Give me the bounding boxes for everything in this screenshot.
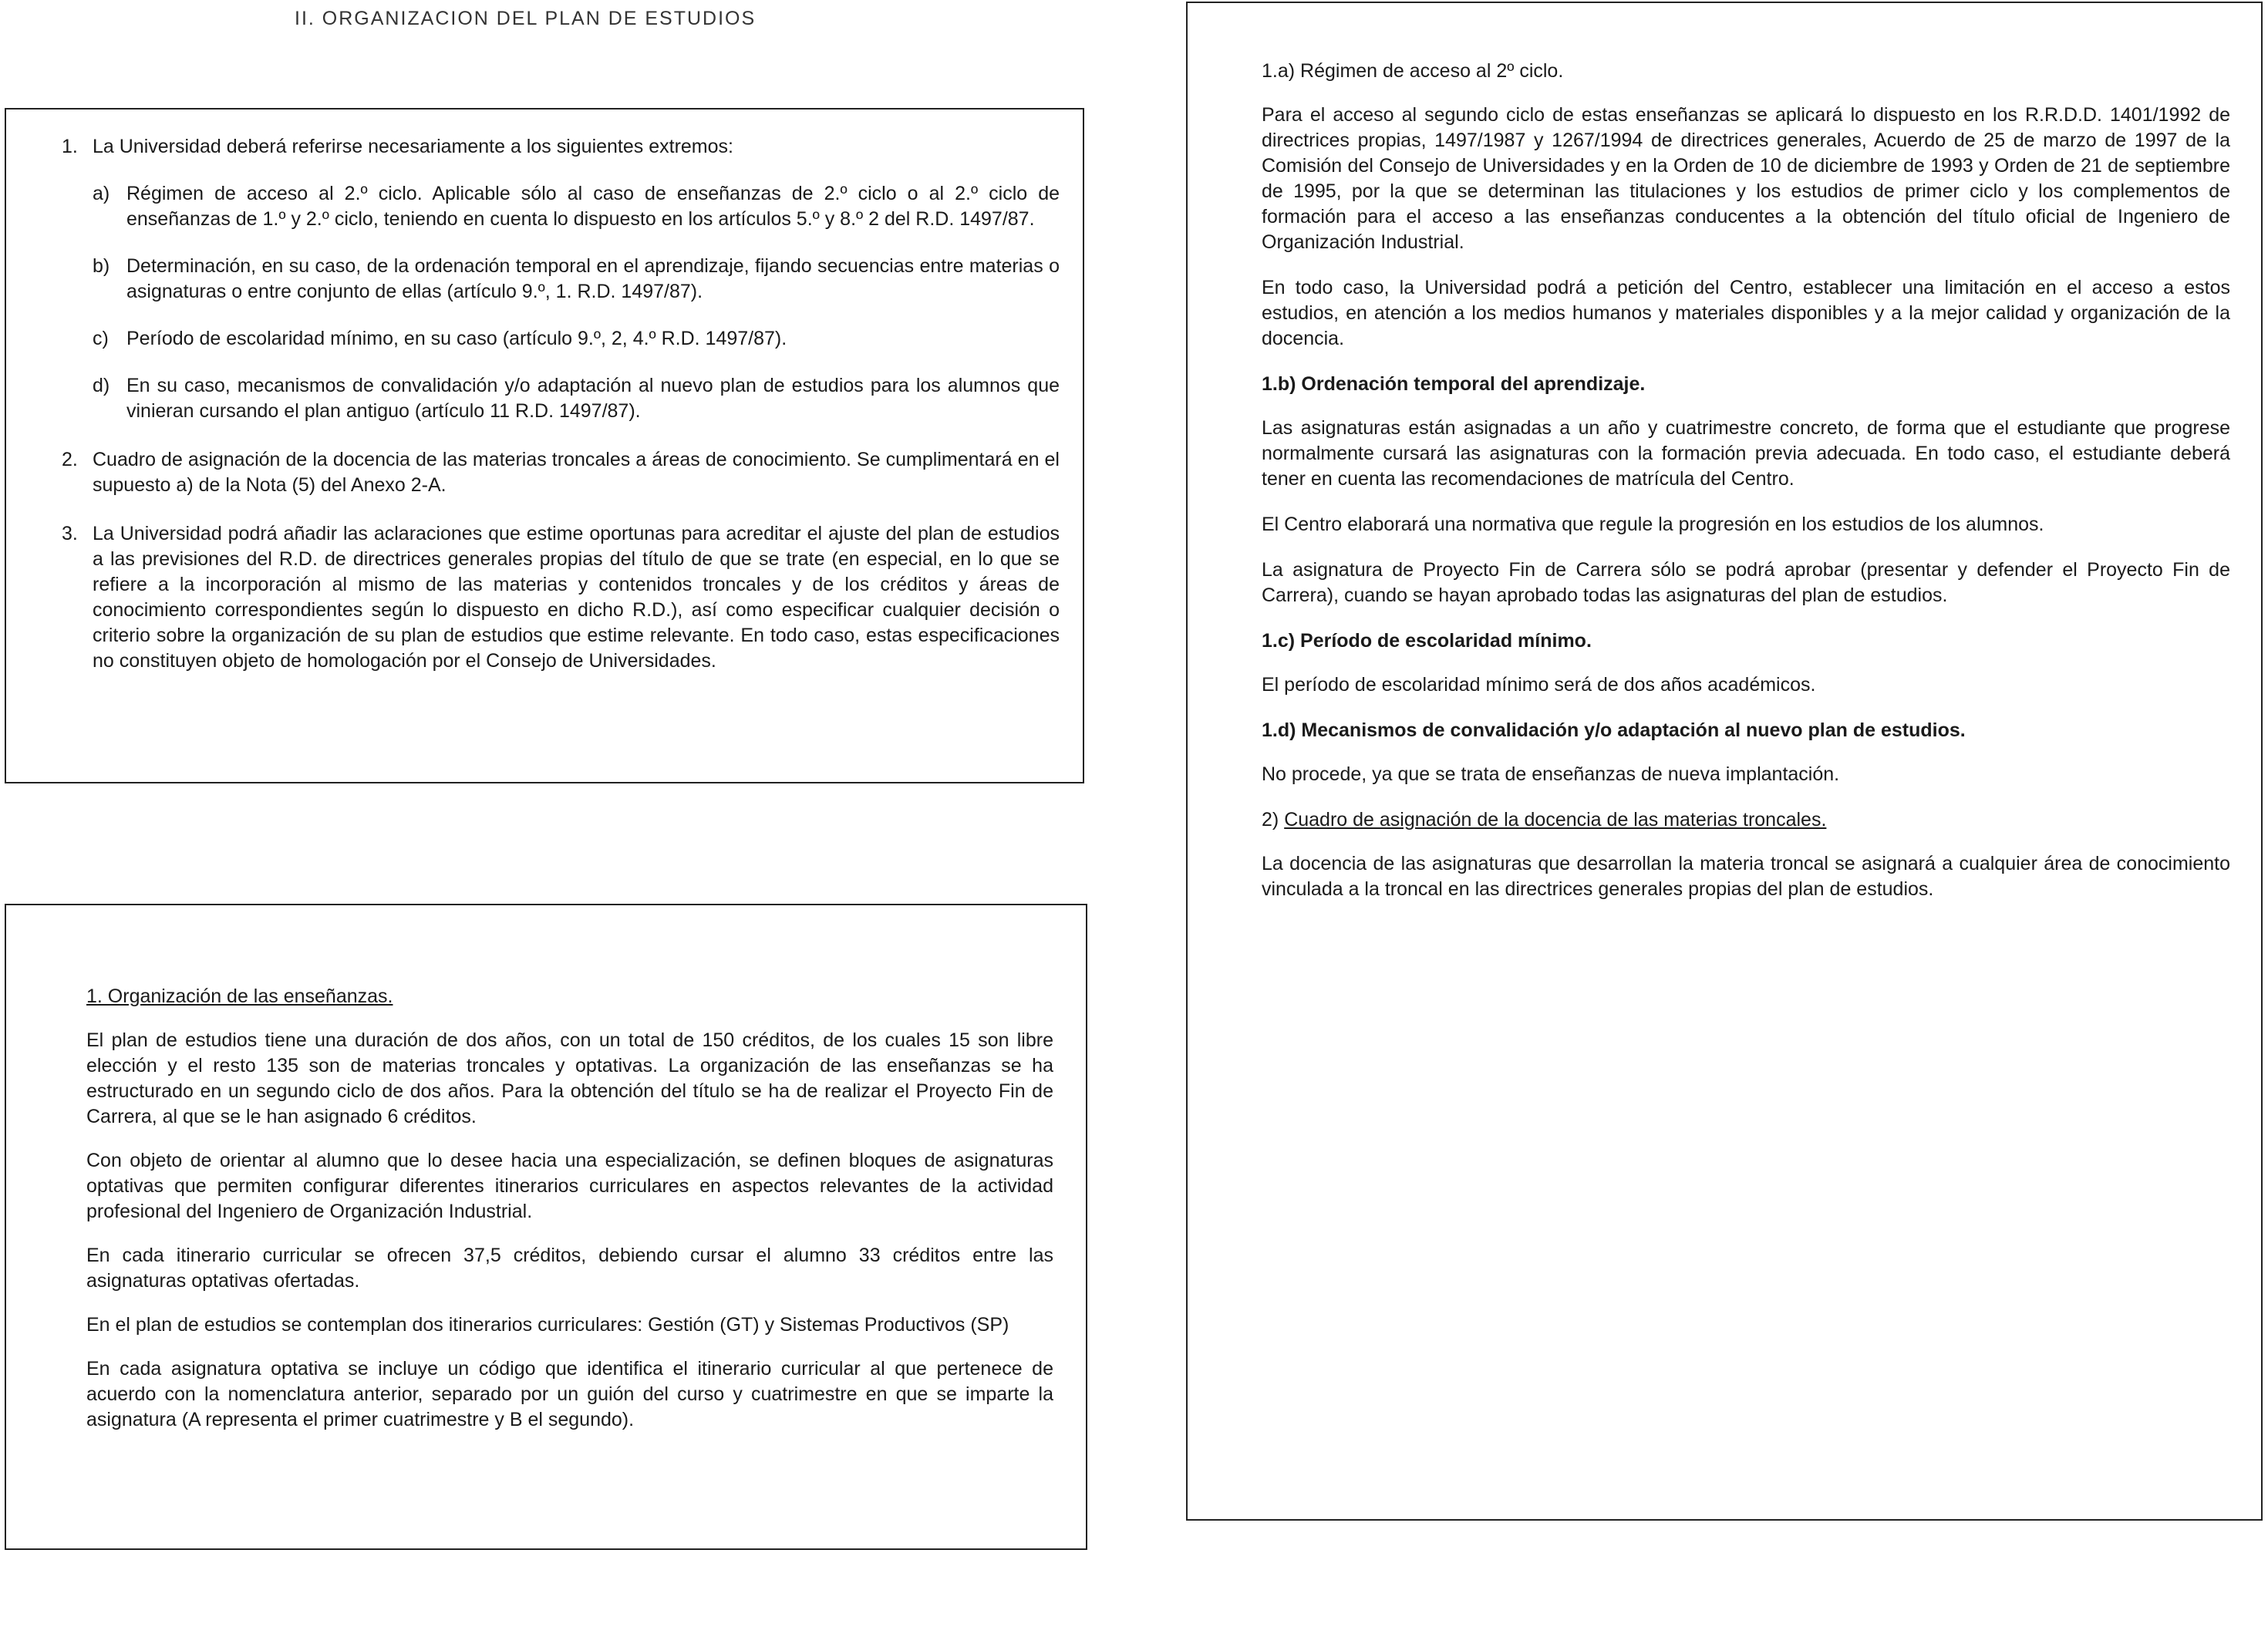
item-number: 3. (62, 523, 78, 544)
organization-content (86, 984, 1053, 1451)
item-text: La Universidad deberá referirse necesariamente a los siguientes extremos: (93, 136, 733, 157)
section-heading-2 (1262, 807, 2230, 833)
paragraph: Con objeto de orientar al alumno que lo desee hacia una especialización, se definen bloques de asignaturas optativas que permiten configurar diferentes itinerarios curriculares en aspectos relevantes de la actividad profesional del Ingeniero de Organización Industrial. (86, 1150, 1053, 1222)
sub-item-letter: b) (93, 255, 110, 277)
organization-box (5, 904, 1087, 1550)
item-text: La Universidad podrá añadir las aclaraciones que estime oportunas para acreditar el ajuste del plan de estudios a las previsiones del R.D. de directrices generales propias del título de que se trate (en especial, en lo que se refiere a la incorporación al mismo de las materias y contenidos troncales y de los créditos y áreas de conocimiento correspondientes según lo dispuesto en dicho R.D.), así como especificar cualquier decisión o criterio sobre la organización de su plan de estudios que estime relevante. En todo caso, estas especificaciones no constituyen objeto de homologación por el Consejo de Universidades. (93, 523, 1060, 672)
paragraph: La asignatura de Proyecto Fin de Carrera sólo se podrá aprobar (presentar y defender el Proyecto Fin de Carrera), cuando se hayan aprobado todas las asignaturas del plan de estudios. (1262, 559, 2230, 606)
sub-list (93, 181, 1060, 424)
instruction-item (62, 447, 1060, 498)
sub-item-letter: a) (93, 183, 110, 204)
item-number: 1. (62, 136, 78, 157)
section-heading-1a: 1.a) Régimen de acceso al 2º ciclo. (1262, 60, 1564, 82)
details-content (1262, 59, 2230, 922)
paragraph: El período de escolaridad mínimo será de dos años académicos. (1262, 674, 1816, 696)
section-heading-1b: 1.b) Ordenación temporal del aprendizaje. (1262, 373, 1646, 395)
page-header-title: II. ORGANIZACION DEL PLAN DE ESTUDIOS (295, 8, 757, 29)
sub-item-letter: c) (93, 328, 109, 349)
sub-item-text: Período de escolaridad mínimo, en su caso (artículo 9.º, 2, 4.º R.D. 1497/87). (126, 328, 787, 349)
paragraph: Para el acceso al segundo ciclo de estas enseñanzas se aplicará lo dispuesto en los R.R.D.D. 1401/1992 de directrices propias, 1497/1987 y 1267/1994 de directrices generales, Acuerdo de 25 de marzo de 1997 de la Comisión del Consejo de Universidades y en la Orden de 10 de diciembre de 1993 y Orden de 21 de septiembre de 1995, por la que se determinan las titulaciones y los estudios de primer ciclo y los complementos de formación para el acceso a las enseñanzas conducentes a la obtención del título oficial de Ingeniero de Organización Industrial. (1262, 104, 2230, 253)
paragraph: En cada itinerario curricular se ofrecen 37,5 créditos, debiendo cursar el alumno 33 créditos entre las asignaturas optativas ofertadas. (86, 1245, 1053, 1292)
paragraph: El Centro elaborará una normativa que regule la progresión en los estudios de los alumnos. (1262, 514, 2044, 535)
sub-item-text: Determinación, en su caso, de la ordenación temporal en el aprendizaje, fijando secuencias entre materias o asignaturas o entre conjunto de ellas (artículo 9.º, 1. R.D. 1497/87). (126, 255, 1060, 302)
sub-item-letter: d) (93, 375, 110, 396)
instruction-item (62, 521, 1060, 674)
sub-item-text: Régimen de acceso al 2.º ciclo. Aplicable sólo al caso de enseñanzas de 2.º ciclo o al 2.º ciclo de enseñanzas de 1.º y 2.º ciclo, teniendo en cuenta lo dispuesto en los artículos 5.º y 8.º 2 del R.D. 1497/87. (126, 183, 1060, 230)
section-number: 2) (1262, 809, 1279, 830)
paragraph: En todo caso, la Universidad podrá a petición del Centro, establecer una limitación en el acceso a estos estudios, en atención a los medios humanos y materiales disponibles y a la mejor calidad y organización de la docencia. (1262, 277, 2230, 349)
section-title: Cuadro de asignación de la docencia de las materias troncales. (1284, 809, 1827, 830)
instructions-box (5, 108, 1084, 783)
paragraph: El plan de estudios tiene una duración de dos años, con un total de 150 créditos, de los cuales 15 son libre elección y el resto 135 son de materias troncales y optativas. La organización de las enseñanzas se ha estructurado en un segundo ciclo de dos años. Para la obtención del título se ha de realizar el Proyecto Fin de Carrera, al que se le han asignado 6 créditos. (86, 1029, 1053, 1127)
section-heading-1d: 1.d) Mecanismos de convalidación y/o adaptación al nuevo plan de estudios. (1262, 719, 1966, 741)
paragraph: La docencia de las asignaturas que desarrollan la materia troncal se asignará a cualquier área de conocimiento vinculada a la troncal en las directrices generales propias del plan de estudios. (1262, 853, 2230, 900)
item-number: 2. (62, 449, 78, 470)
paragraph: En el plan de estudios se contemplan dos itinerarios curriculares: Gestión (GT) y Sistemas Productivos (SP) (86, 1314, 1009, 1336)
sub-item (93, 373, 1060, 424)
paragraph: En cada asignatura optativa se incluye un código que identifica el itinerario curricular al que pertenece de acuerdo con la nomenclatura anterior, separado por un guión del curso y cuatrimestre en que se imparte la asignatura (A representa el primer cuatrimestre y B el segundo). (86, 1358, 1053, 1430)
paragraph: Las asignaturas están asignadas a un año y cuatrimestre concreto, de forma que el estudiante que progrese normalmente cursará las asignaturas con la formación previa adecuada. En todo caso, el estudiante deberá tener en cuenta las recomendaciones de matrícula del Centro. (1262, 417, 2230, 490)
details-box (1186, 2, 2263, 1521)
instructions-list (62, 134, 1060, 697)
instruction-item (62, 134, 1060, 424)
sub-item (93, 254, 1060, 305)
paragraph: No procede, ya que se trata de enseñanzas de nueva implantación. (1262, 763, 1840, 785)
sub-item (93, 181, 1060, 232)
sub-item (93, 326, 1060, 352)
item-text: Cuadro de asignación de la docencia de las materias troncales a áreas de conocimiento. Se cumplimentará en el supuesto a) de la Nota (5) del Anexo 2-A. (93, 449, 1060, 496)
section-heading-1c: 1.c) Período de escolaridad mínimo. (1262, 630, 1592, 652)
section-heading: 1. Organización de las enseñanzas. (86, 985, 393, 1007)
sub-item-text: En su caso, mecanismos de convalidación y/o adaptación al nuevo plan de estudios para los alumnos que vinieran cursando el plan antiguo (artículo 11 R.D. 1497/87). (126, 375, 1060, 422)
